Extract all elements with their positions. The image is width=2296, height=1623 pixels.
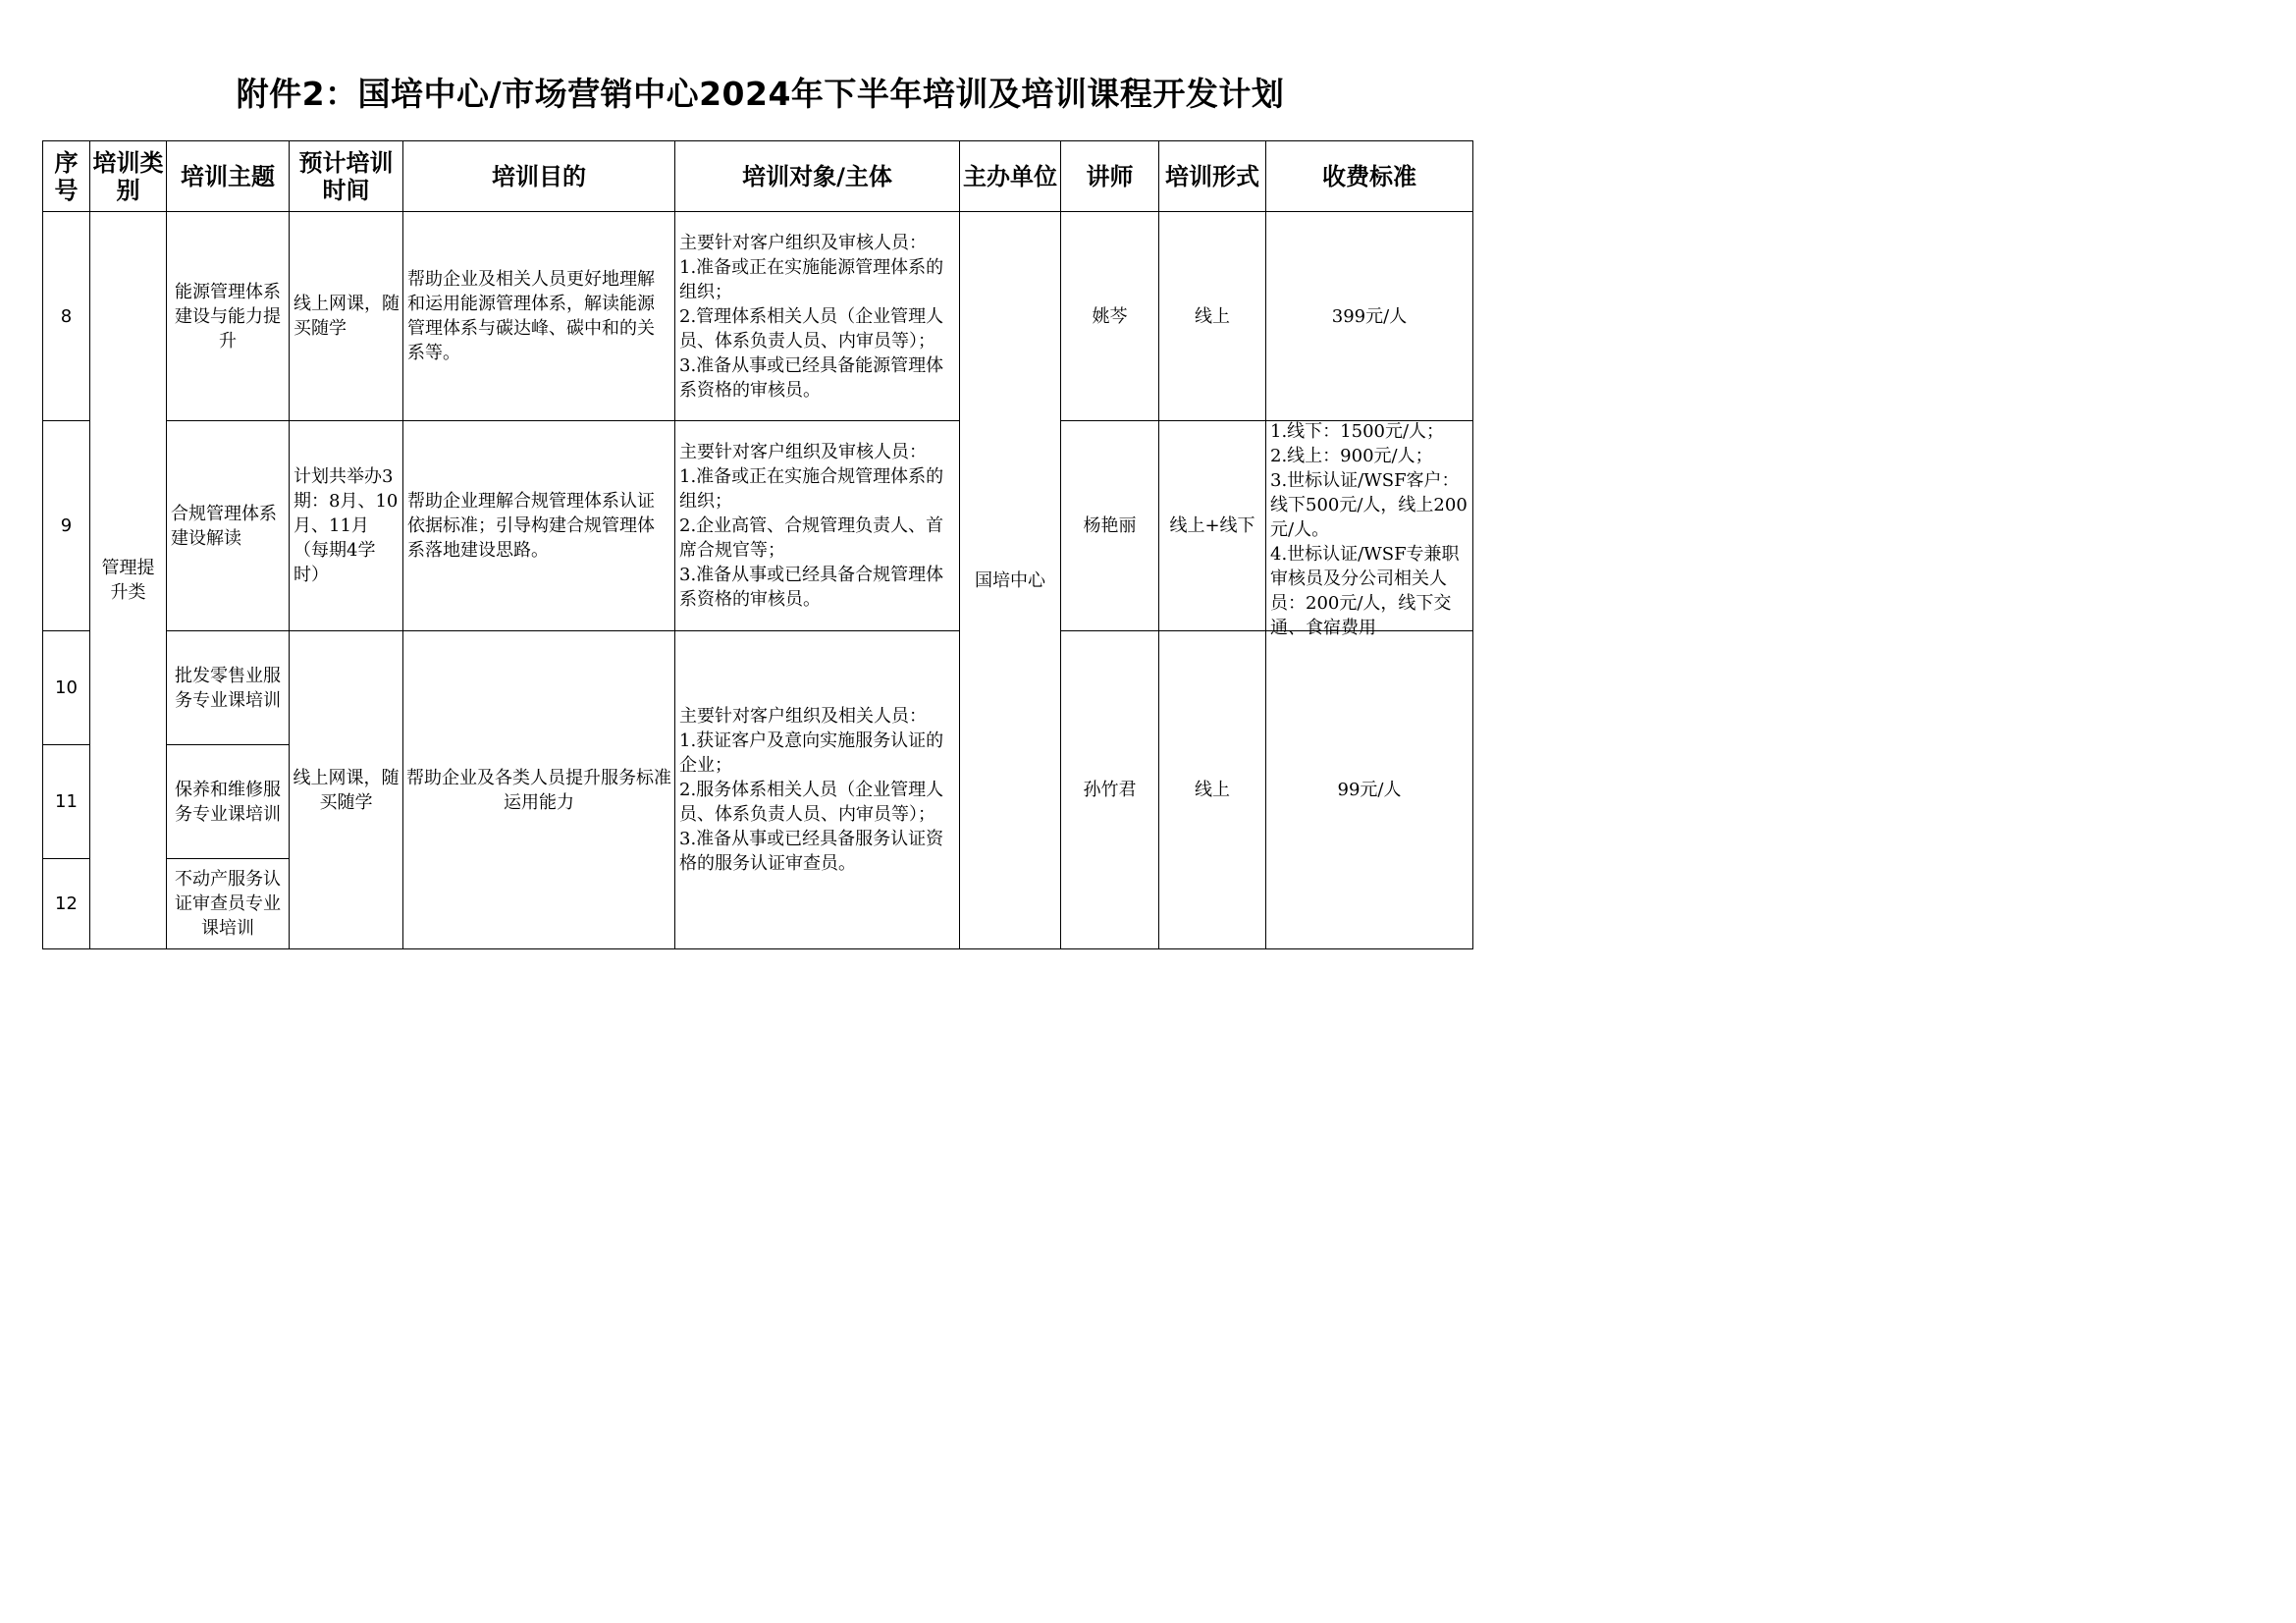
- audience-line: 2.服务体系相关人员（企业管理人员、体系负责人员、内审员等）；: [679, 780, 944, 825]
- audience-line: 2.管理体系相关人员（企业管理人员、体系负责人员、内审员等）；: [679, 305, 944, 352]
- group-format: 线上: [1159, 631, 1266, 949]
- header-topic: 培训主题: [167, 141, 290, 212]
- audience-line: 3.准备从事或已经具备服务认证资格的服务认证审查员。: [679, 829, 944, 874]
- audience-line: 3.准备从事或已经具备能源管理体系资格的审核员。: [679, 354, 944, 401]
- row-topic: 保养和维修服务专业课培训: [167, 745, 290, 859]
- audience-line: 主要针对客户组织及审核人员： 1.准备或正在实施合规管理体系的组织；: [679, 442, 953, 512]
- row-topic: 能源管理体系建设与能力提升: [167, 212, 290, 421]
- table-row: [43, 421, 1473, 631]
- group-lecturer: 孙竹君: [1061, 631, 1159, 949]
- category-text: 管理提升类: [101, 558, 155, 603]
- row-lecturer: 姚芩: [1061, 212, 1159, 421]
- header-category: 培训类别: [90, 141, 167, 212]
- document-title: 附件2：国培中心/市场营销中心2024年下半年培训及培训课程开发计划: [236, 75, 1285, 113]
- organizer-cell: 国培中心: [960, 212, 1061, 949]
- table-row: [43, 212, 1473, 421]
- table-row: [43, 631, 1473, 745]
- fee-line: 2.线上：900元/人；: [1270, 446, 1433, 466]
- row-fee: [1266, 421, 1473, 638]
- header-fee: 收费标准: [1266, 141, 1473, 212]
- row-lecturer: 杨艳丽: [1061, 421, 1159, 631]
- row-topic: 合规管理体系建设解读: [167, 421, 290, 631]
- header-format: 培训形式: [1159, 141, 1266, 212]
- row-format: 线上: [1159, 212, 1266, 421]
- group-purpose: 帮助企业及各类人员提升服务标准运用能力: [403, 631, 675, 949]
- header-seq: 序号: [43, 141, 90, 212]
- header-purpose: 培训目的: [403, 141, 675, 212]
- group-audience: [675, 631, 960, 949]
- group-fee: 99元/人: [1266, 631, 1473, 949]
- audience-line: 主要针对客户组织及相关人员： 1.获证客户及意向实施服务认证的企业；: [679, 706, 953, 776]
- row-schedule: 计划共举办3期：8月、10月、11月（每期4学时）: [290, 421, 403, 631]
- fee-line: 3.世标认证/WSF客户：线下500元/人，线上200元/人。: [1270, 470, 1468, 540]
- row-purpose: 帮助企业及相关人员更好地理解和运用能源管理体系，解读能源管理体系与碳达峰、碳中和的关系等。: [403, 212, 675, 421]
- header-audience: 培训对象/主体: [675, 141, 960, 212]
- row-format: 线上+线下: [1159, 421, 1266, 631]
- row-audience: [675, 212, 960, 421]
- fee-list: [1270, 419, 1472, 638]
- fee-line: 1.线下：1500元/人；: [1270, 421, 1445, 442]
- row-seq: 11: [43, 745, 90, 859]
- row-seq: 9: [43, 421, 90, 631]
- fee-line: 4.世标认证/WSF专兼职审核员及分公司相关人员：200元/人，线下交通、食宿费用: [1270, 544, 1460, 638]
- training-plan-table: [42, 140, 1473, 949]
- row-audience: [675, 421, 960, 631]
- row-seq: 10: [43, 631, 90, 745]
- row-topic: 不动产服务认证审查员专业课培训: [167, 859, 290, 949]
- group-schedule: 线上网课，随买随学: [290, 631, 403, 949]
- header-schedule: 预计培训时间: [290, 141, 403, 212]
- audience-line: 3.准备从事或已经具备合规管理体系资格的审核员。: [679, 565, 944, 610]
- header-organizer: 主办单位: [960, 141, 1061, 212]
- audience-line: 2.企业高管、合规管理负责人、首席合规官等；: [679, 515, 944, 561]
- row-seq: 8: [43, 212, 90, 421]
- category-cell: [90, 212, 167, 949]
- row-schedule: 线上网课，随买随学: [290, 212, 403, 421]
- header-row: [43, 141, 1473, 212]
- row-purpose: 帮助企业理解合规管理体系认证依据标准；引导构建合规管理体系落地建设思路。: [403, 421, 675, 631]
- row-seq: 12: [43, 859, 90, 949]
- row-fee: 399元/人: [1266, 212, 1473, 421]
- header-lecturer: 讲师: [1061, 141, 1159, 212]
- audience-line: 主要针对客户组织及审核人员： 1.准备或正在实施能源管理体系的组织；: [679, 232, 953, 302]
- row-topic: 批发零售业服务专业课培训: [167, 631, 290, 745]
